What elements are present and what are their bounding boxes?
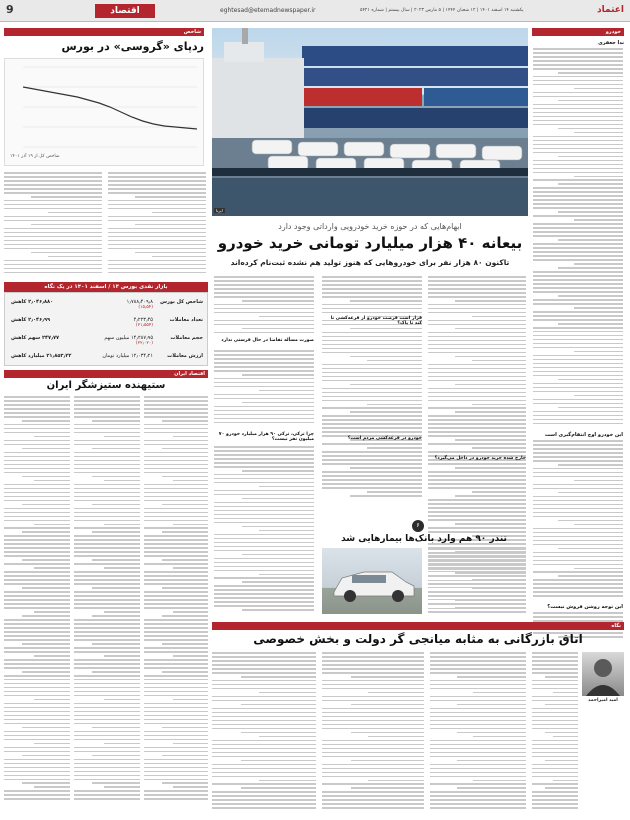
right-column-author: ندا جعفری [598, 40, 624, 46]
bottom-col-2 [430, 652, 526, 812]
right-column-text-a [533, 48, 623, 428]
main-article-col-3 [214, 276, 314, 336]
tondor-text [428, 548, 526, 616]
right-column-subhead-1: این خودرو اوج انتقام‌گیری است [544, 432, 623, 438]
chart-caption: شاخص کل از ۱۹ آذر ۱۴۰۱ [10, 154, 60, 159]
satisha-col-1 [4, 396, 70, 806]
satisha-col-3 [144, 396, 208, 806]
bottom-col-1 [532, 652, 578, 812]
tondor-title: تندر ۹۰ هم وارد بانک‌ها بیمارهایی شد [341, 534, 507, 544]
section-label: اقتصاد [95, 4, 155, 18]
right-column-text-b [533, 440, 623, 602]
ship-containers-illustration [212, 28, 528, 216]
newspaper-logo: اعتماد [597, 5, 624, 15]
author-portrait [582, 652, 624, 696]
market-row-4-label: ارزش معاملات [167, 353, 203, 359]
market-row-1-label: شاخص کل بورس [160, 299, 203, 305]
market-row-2-label: تعداد معاملات [169, 317, 203, 323]
satisha-tag: اقتصاد ایران [4, 370, 208, 378]
page-number: 9 [6, 3, 14, 16]
tondor-number-badge: ۶ [412, 520, 424, 532]
market-table-title: بازار نقدی بورس ۱۴ / اسفند ۱۴۰۱ در یک نگاه [4, 282, 208, 292]
market-row-3-value: ۱۴٫۲۸۷٫۹۵ میلیون سهم [104, 335, 153, 341]
main-subhead-5: خارج شده خرید خودرو در داخل می‌گیرد؟ [434, 456, 526, 461]
bourse-text-col-1 [4, 172, 102, 278]
bottom-headline: اتاق بازرگانی به مثابه میانجی گر دولت و بخش خصوصی [253, 632, 583, 646]
market-row-1-change: (۱۵٫۵۴) [138, 305, 153, 310]
bottom-col-4 [212, 652, 316, 812]
index-chart-svg [5, 59, 203, 165]
market-row-3-label: حجم معاملات [170, 335, 203, 341]
photo-credit: ایرنا [216, 208, 223, 213]
main-article-col-3c [214, 446, 314, 616]
main-kicker: ابهام‌هایی که در حوزه خرید خودرویی وارداتی وجود دارد [278, 222, 462, 231]
main-subhead-1: صورت مسأله تقاضا در حال فرستی ندارد [221, 338, 314, 343]
main-headline: بیعانه ۴۰ هزار میلیارد تومانی خرید خودرو [217, 234, 523, 252]
market-row-1-side: ۲٫۰۴۶٫۸۸۰ کاهش [11, 299, 54, 305]
market-table [4, 292, 208, 366]
tondor-car-photo [322, 548, 422, 614]
market-row-2-value: ۴٫۲۲۳٫۴۵ [133, 317, 153, 323]
market-row-1-value: ۱٫۷۸۸٫۴۰۹٫۸ [126, 299, 153, 305]
right-column-subhead-2: این توجه روشن فروش نیست؟ [547, 604, 623, 610]
satisha-col-2 [74, 396, 140, 806]
market-row-3-side: ۲۴۷٫۷۷ سهم کاهش [11, 335, 60, 341]
car-icon [322, 548, 422, 614]
index-chart [4, 58, 204, 166]
main-subhead-3: خودرو در قرعه‌کشی مردم است؟ [347, 436, 422, 441]
main-subheadline: تاکنون ۸۰ هزار نفر برای خودروهایی که هنوز تولید هم نشده ثبت‌نام کرده‌اند [230, 258, 510, 267]
satisha-title: ستیهنده ستیزشگر ایران [46, 380, 166, 391]
index-series-line [23, 87, 197, 129]
bottom-col-3 [322, 652, 424, 812]
left-top-title: ردپای «گروسی» در بورس [61, 40, 204, 53]
email-address: eghtesad@etemadnewspaper.ir [220, 7, 316, 14]
main-subhead-2: چرا ترکی، ترکی ۹۰ هزار میلیارد خودرو ۷۰ میلیون نفر نیست؟ [218, 432, 314, 442]
bourse-text-col-2 [108, 172, 206, 278]
main-article-col-2 [322, 276, 422, 502]
bottom-tag: نگاه [212, 622, 624, 630]
main-subhead-4: قرار است فرصت خودرو از قرعه‌کشی تا کند تا پاک؟ [330, 316, 422, 326]
author-caption: امید امیراحمد [588, 698, 618, 703]
market-row-4-value: ۱۲٫۰۳۴٫۲۱ میلیارد تومان [102, 353, 153, 359]
person-icon [582, 652, 624, 696]
main-article-col-3b [214, 350, 314, 428]
market-row-4-side: ۲۱٫۸۵۳٫۲۲ میلیارد کاهش [11, 353, 72, 359]
market-row-2-change: (۲۱٫۵۵۴) [135, 323, 153, 328]
dateline: یکشنبه ۱۴ اسفند ۱۴۰۱ | ۱۲ شعبان ۱۴۴۴ | ۵ مارس ۲۰۲۳ | سال بیستم | شماره ۵۴۲۱ [360, 8, 524, 13]
market-row-2-side: ۲٫۰۴۶٫۹۹ کاهش [11, 317, 51, 323]
market-row-3-change: (۲۲٫۰۲۰) [135, 341, 153, 346]
main-photo [212, 28, 528, 216]
left-top-tag: شاخص [4, 28, 204, 36]
right-column-tag: خودرو [532, 28, 624, 36]
